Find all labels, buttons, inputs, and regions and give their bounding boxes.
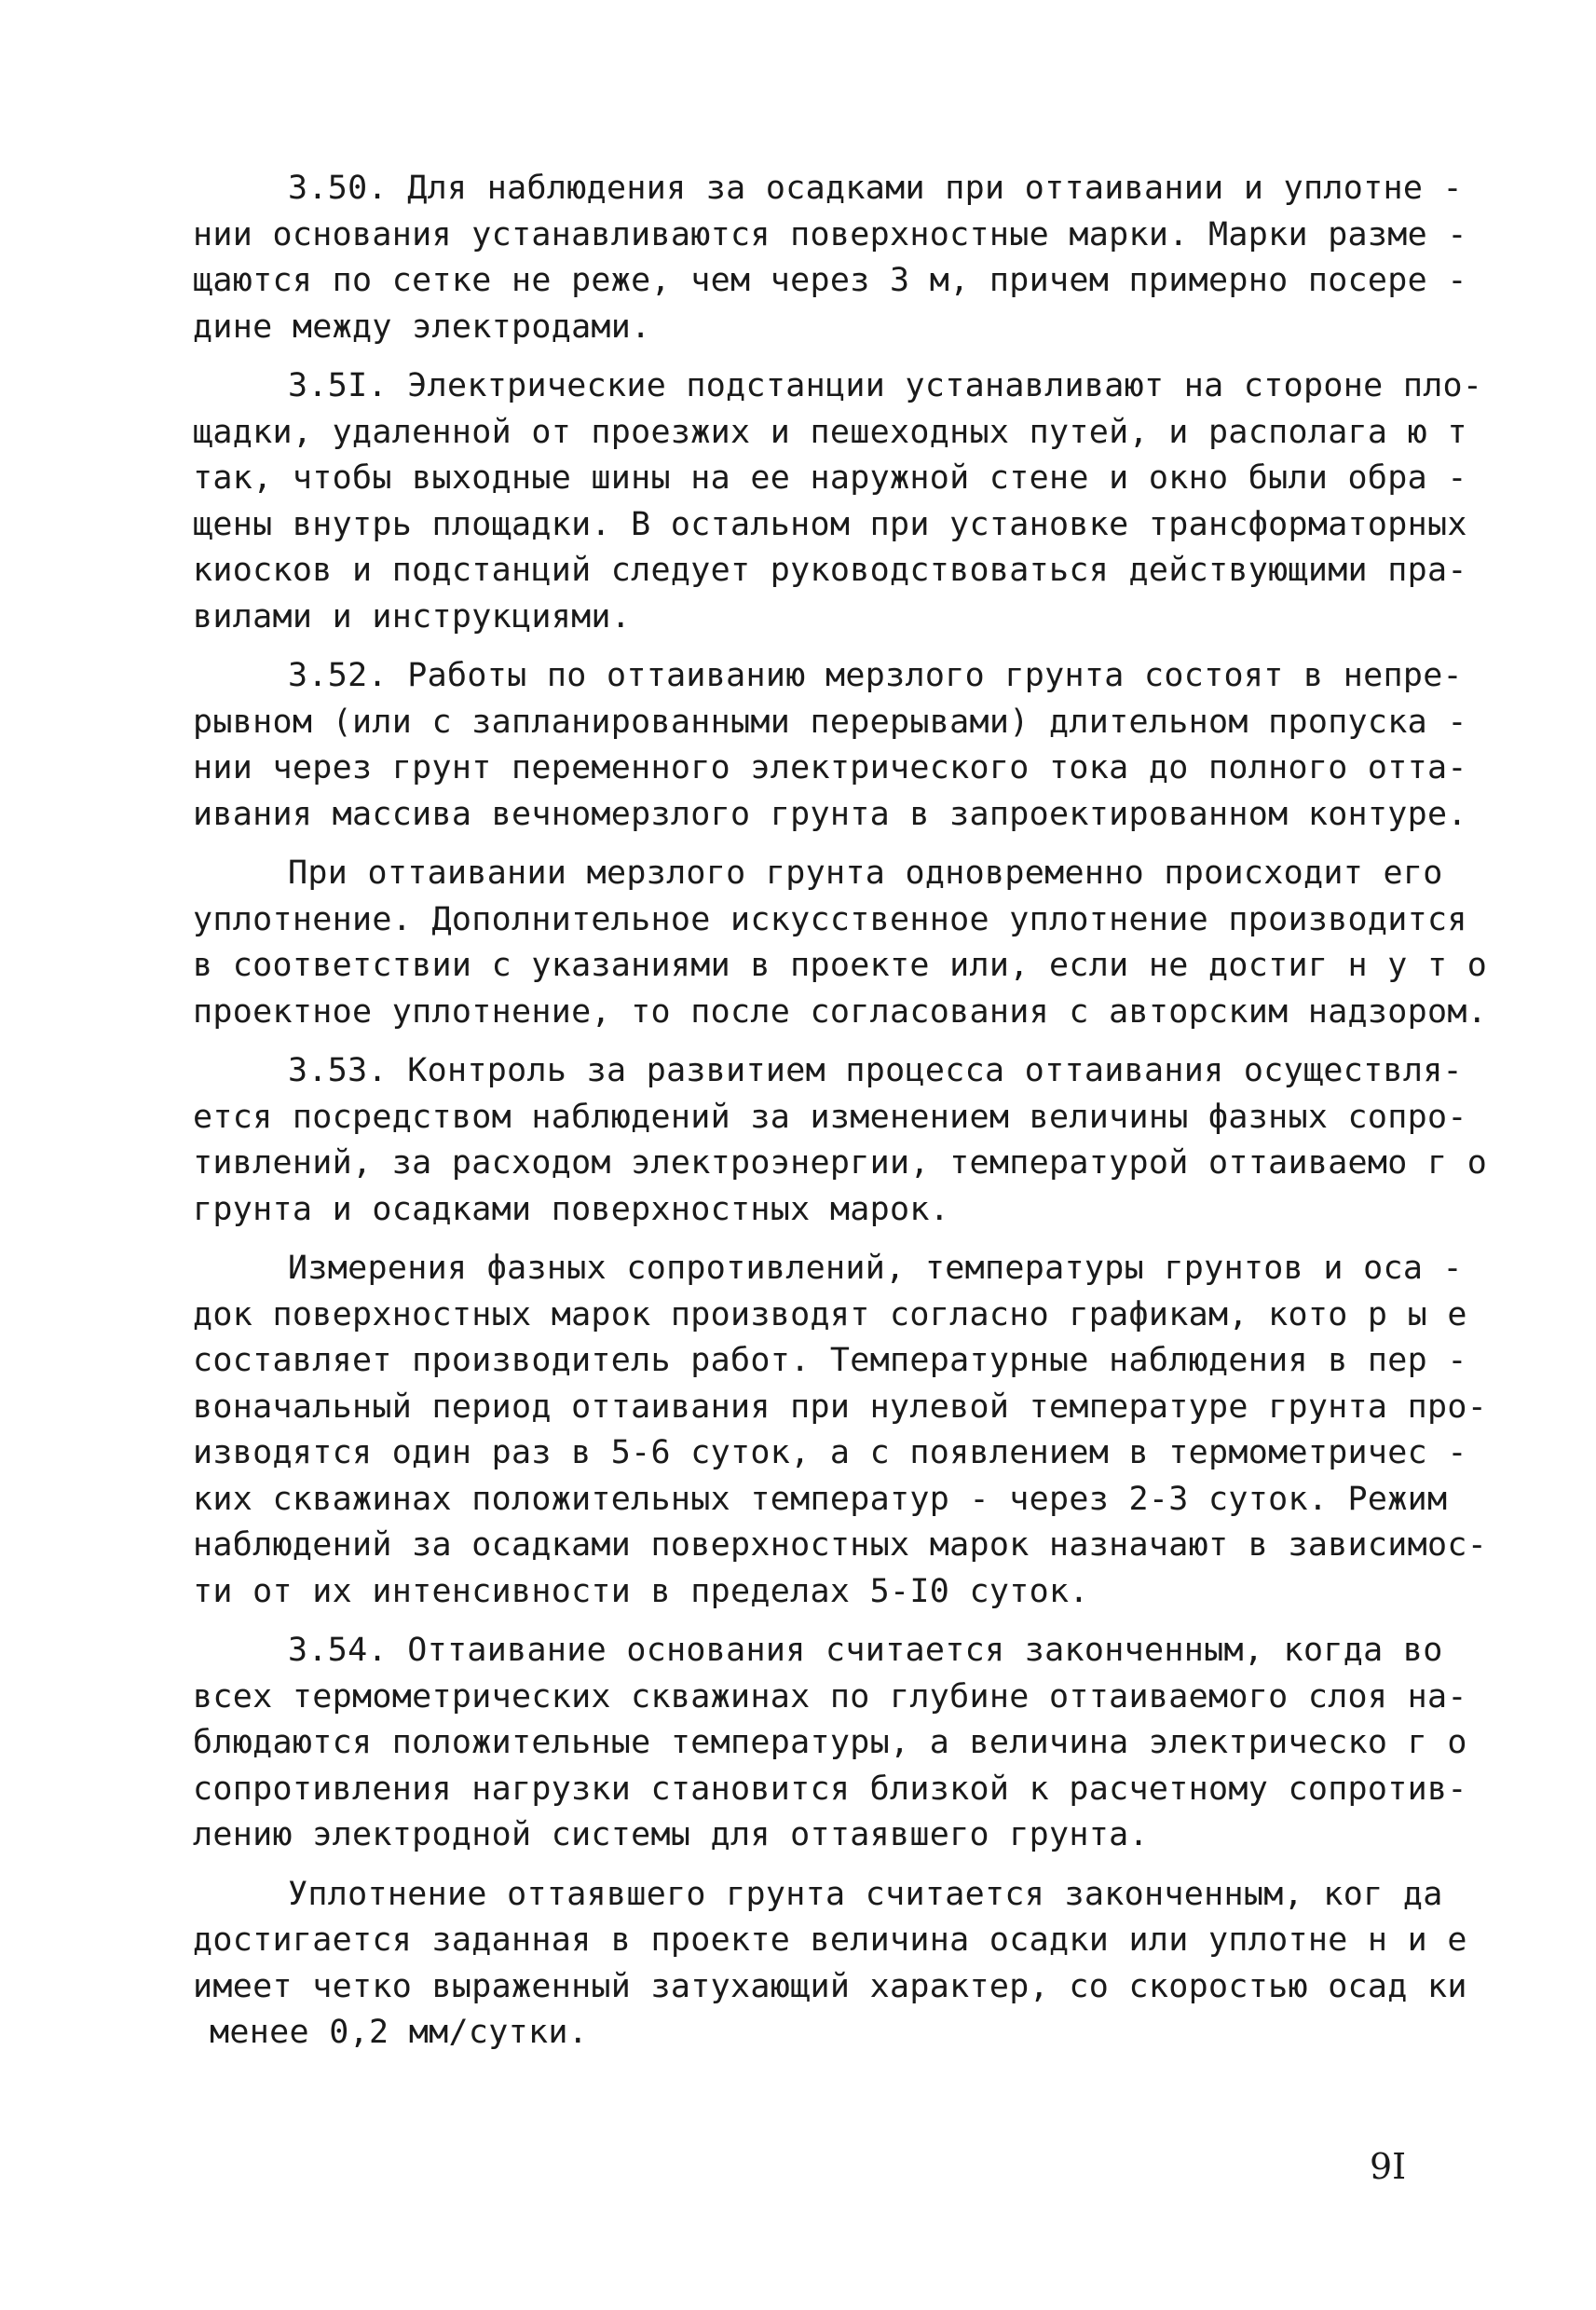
text-line: Измерения фазных сопротивлений, температуры грунтов и оса - <box>288 1250 1463 1287</box>
text-line: Уплотнение оттаявшего грунта считается законченным, ког да <box>288 1875 1443 1913</box>
text-line: ких скважинах положительных температур - через 2-3 суток. Режим <box>193 1480 1448 1518</box>
text-line: При оттаивании мерзлого грунта одновременно происходит его <box>288 854 1443 892</box>
text-line: ивания массива вечномерзлого грунта в запроектированном контуре. <box>193 795 1467 833</box>
text-line: 3.50. Для наблюдения за осадками при оттаивании и уплотне - <box>288 170 1463 207</box>
paragraph <box>193 851 1488 1035</box>
text-line: так, чтобы выходные шины на ее наружной стене и окно были обра - <box>193 459 1467 497</box>
text-line: ти от их интенсивности в пределах 5-I0 суток. <box>193 1572 1089 1610</box>
text-line: грунта и осадками поверхностных марок. <box>193 1190 950 1228</box>
text-line: сопротивления нагрузки становится близкой к расчетному сопротив- <box>193 1770 1467 1808</box>
text-line: дине между электродами. <box>193 308 651 346</box>
text-line: нии через грунт переменного электрического тока до полного отта- <box>193 749 1467 786</box>
text-line: киосков и подстанций следует руководствоваться действующими пра- <box>193 552 1467 589</box>
text-line: рывном (или с запланированными перерывами) длительном пропуска - <box>193 703 1467 741</box>
text-line: блюдаются положительные температуры, а величина электрическо г о <box>193 1724 1467 1761</box>
text-line: изводятся один раз в 5-6 суток, а с появлением в термометричес - <box>193 1434 1467 1471</box>
text-line: щаются по сетке не реже, чем через 3 м, причем примерно посере - <box>193 262 1467 299</box>
text-line: менее 0,2 мм/сутки. <box>210 2014 589 2051</box>
text-line: в соответствии с указаниями в проекте или, если не достиг н у т о <box>193 947 1488 984</box>
text-line: 3.53. Контроль за развитием процесса оттаивания осуществля- <box>288 1052 1463 1089</box>
text-column <box>193 166 1488 2070</box>
text-line: имеет четко выраженный затухающий характер, со скоростью осад ки <box>193 1967 1467 2005</box>
text-line: лению электродной системы для оттаявшего грунта. <box>193 1816 1149 1853</box>
text-line: всех термометрических скважинах по глубине оттаиваемого слоя на- <box>193 1677 1467 1715</box>
text-line: щадки, удаленной от проезжих и пешеходных путей, и располага ю т <box>193 413 1467 451</box>
text-line: ется посредством наблюдений за изменением величины фазных сопро- <box>193 1098 1467 1136</box>
text-line: 3.54. Оттаивание основания считается законченным, когда во <box>288 1632 1443 1669</box>
text-line: уплотнение. Дополнительное искусственное уплотнение производится <box>193 900 1467 938</box>
paragraph <box>193 653 1467 838</box>
text-line: достигается заданная в проекте величина осадки или уплотне н и е <box>193 1921 1467 1959</box>
text-line: тивлений, за расходом электроэнергии, температурой оттаиваемо г о <box>193 1144 1488 1182</box>
text-line: док поверхностных марок производят согласно графикам, кото р ы е <box>193 1295 1467 1333</box>
text-line: 3.5I. Электрические подстанции устанавливают на стороне пло- <box>288 367 1483 404</box>
text-line: составляет производитель работ. Температурные наблюдения в пер - <box>193 1342 1467 1379</box>
text-line: щены внутрь площадки. В остальном при установке трансформаторных <box>193 505 1467 543</box>
text-line: нии основания устанавливаются поверхностные марки. Марки разме - <box>193 215 1467 253</box>
text-line: воначальный период оттаивания при нулевой температуре грунта про- <box>193 1387 1488 1426</box>
paragraph <box>193 1628 1467 1859</box>
paragraph <box>193 166 1467 350</box>
paragraph <box>193 363 1483 640</box>
paragraph <box>193 1246 1488 1615</box>
text-line: проектное уплотнение, то после согласования с авторским надзором. <box>193 992 1488 1031</box>
text-line: наблюдений за осадками поверхностных марок назначают в зависимос- <box>193 1526 1488 1564</box>
page-number: 9I <box>1370 2146 1407 2187</box>
paragraph <box>193 1872 1467 2057</box>
text-line: вилами и инструкциями. <box>193 597 632 636</box>
text-line: 3.52. Работы по оттаиванию мерзлого грунта состоят в непре- <box>288 657 1463 694</box>
paragraph <box>193 1048 1488 1233</box>
